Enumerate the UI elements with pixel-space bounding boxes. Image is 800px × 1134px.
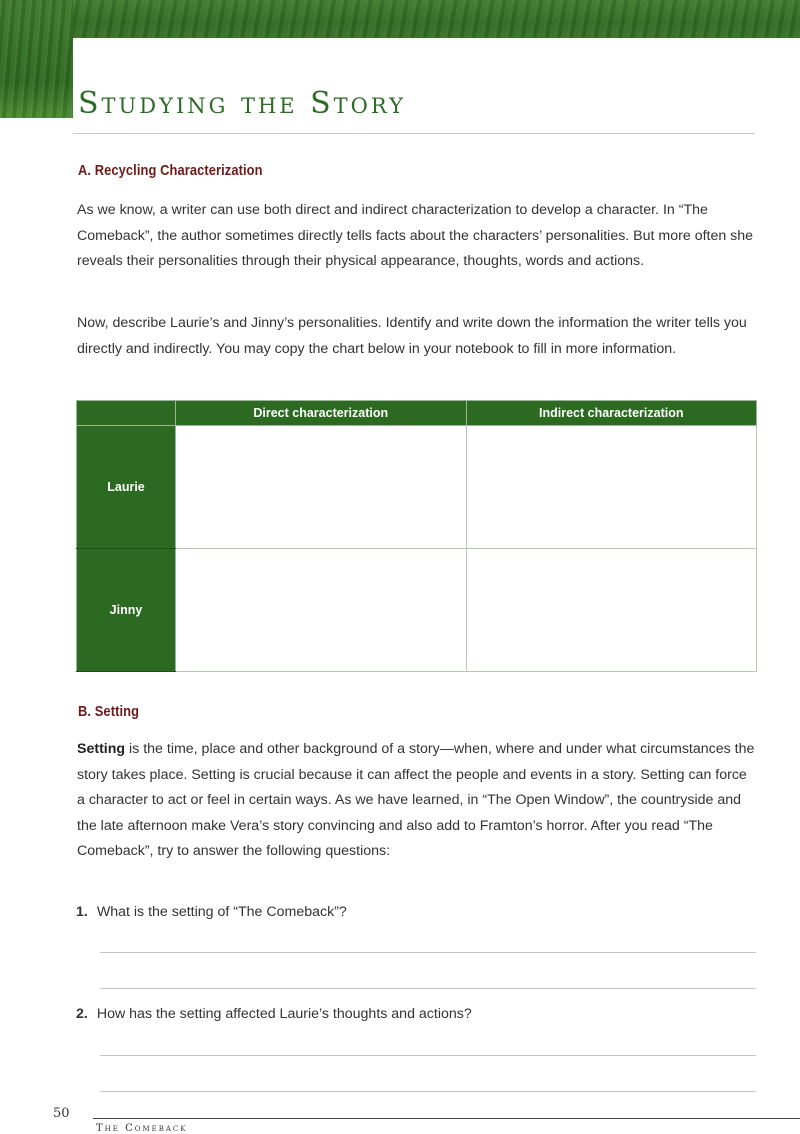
question-1 xyxy=(76,904,347,920)
grass-side-image xyxy=(0,0,73,118)
chart-header-direct: Direct characterization xyxy=(176,401,467,426)
section-b-paragraph xyxy=(77,737,757,865)
section-a-paragraph-2: Now, describe Laurie’s and Jinny’s personalities. Identify and write down the information the writer tells you directly and indirectly. You may copy the chart below in your notebook to fill in more information. xyxy=(77,315,747,357)
section-a-heading: A. Recycling Characterization xyxy=(78,162,263,179)
question-1-number: 1. xyxy=(76,904,88,920)
chart-header-row xyxy=(77,401,757,426)
page-number: 50 xyxy=(53,1106,70,1121)
setting-term: Setting xyxy=(77,741,126,757)
question-2 xyxy=(76,1006,472,1022)
question-1-text: What is the setting of “The Comeback”? xyxy=(96,904,347,920)
footer-divider xyxy=(93,1118,800,1119)
chart-row-label-jinny: Jinny xyxy=(77,549,176,672)
chart-row-jinny xyxy=(77,549,757,672)
page-title: Studying the Story xyxy=(78,86,406,121)
chart-cell-jinny-direct[interactable] xyxy=(176,549,467,672)
answer-line-2b[interactable] xyxy=(100,1091,756,1092)
answer-line-1b[interactable] xyxy=(100,988,756,989)
answer-line-1a[interactable] xyxy=(100,952,756,953)
section-b-heading: B. Setting xyxy=(78,703,140,720)
chart-cell-laurie-direct[interactable] xyxy=(176,426,467,549)
chart-cell-laurie-indirect[interactable] xyxy=(466,426,757,549)
chart-header-indirect: Indirect characterization xyxy=(466,401,757,426)
setting-definition: is the time, place and other background of a story—when, where and under what circumstances the story takes place. Setting is crucial because it can affect the people and events in a story. Setting can force a character to act or feel in certain ways. As we have learned, in “The Open Window”, the countryside and the late afternoon make Vera’s story convincing and also add to Framton’s horror. After you read “The Comeback”, try to answer the following questions: xyxy=(77,741,755,859)
chart-row-label-laurie: Laurie xyxy=(77,426,176,549)
question-2-text: How has the setting affected Laurie’s thoughts and actions? xyxy=(96,1006,472,1022)
chart-cell-jinny-indirect[interactable] xyxy=(466,549,757,672)
title-divider xyxy=(73,133,755,134)
footer-running-title: The Comeback xyxy=(96,1123,188,1134)
characterization-chart xyxy=(76,400,757,672)
chart-row-laurie xyxy=(77,426,757,549)
section-a-paragraph-1: As we know, a writer can use both direct and indirect characterization to develop a character. In “The Comeback”, the author sometimes directly tells facts about the characters’ personalities. But more often she reveals their personalities through their physical appearance, thoughts, words and actions. xyxy=(77,202,754,269)
grass-header-image xyxy=(0,0,800,38)
answer-line-2a[interactable] xyxy=(100,1055,756,1056)
chart-corner-cell xyxy=(77,401,176,426)
question-2-number: 2. xyxy=(76,1006,88,1022)
